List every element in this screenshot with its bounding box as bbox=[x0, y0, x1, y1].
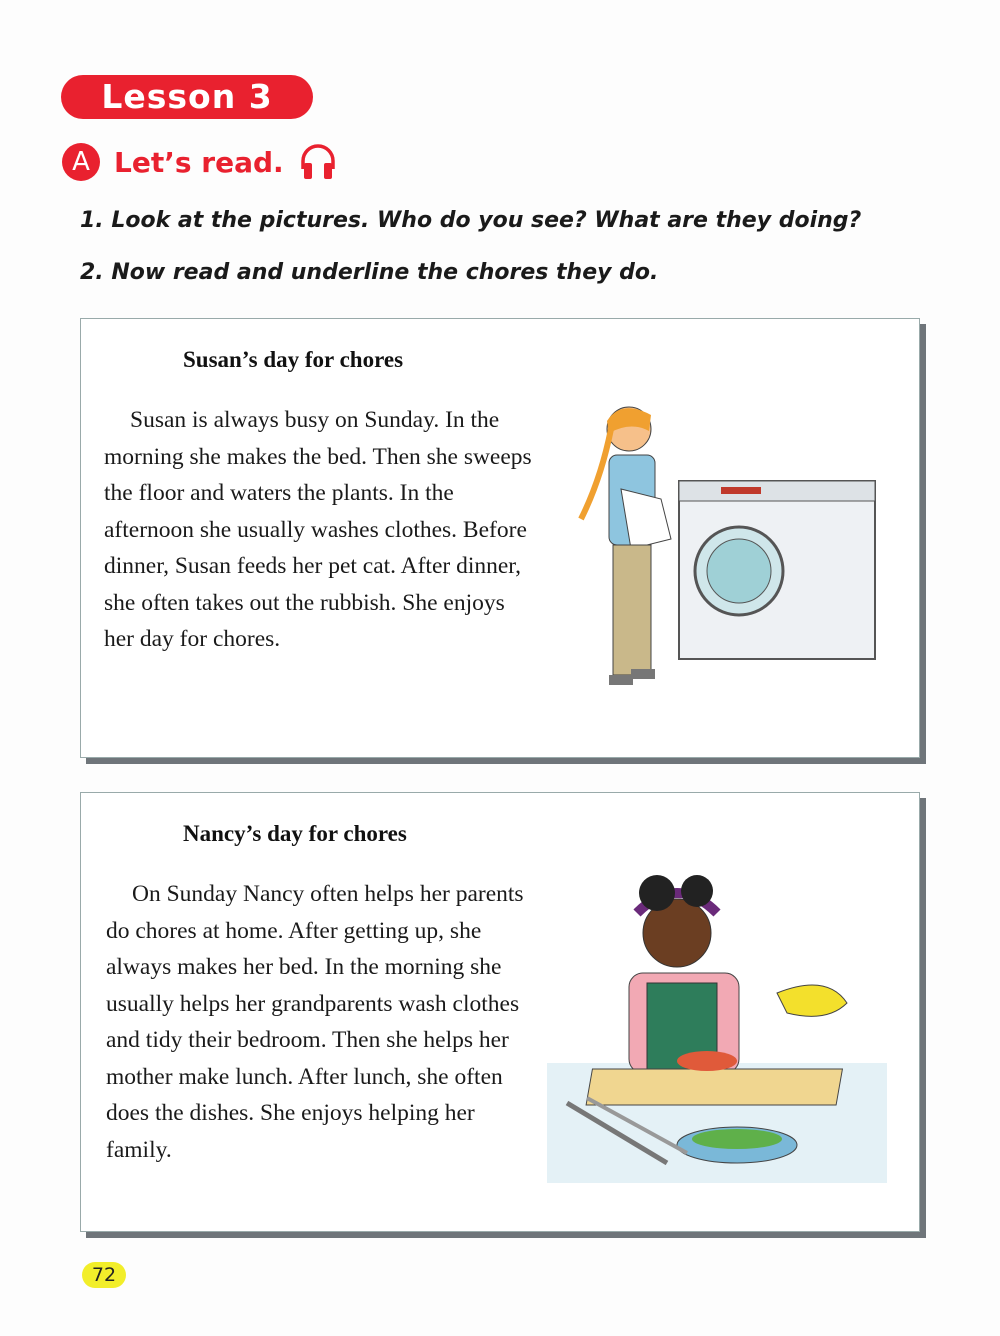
story-card-nancy bbox=[80, 792, 920, 1232]
section-title: Let’s read. bbox=[114, 145, 284, 179]
headphones-icon[interactable] bbox=[298, 143, 338, 181]
girl-making-lunch-illustration bbox=[547, 873, 887, 1183]
page-number: 72 bbox=[82, 1262, 126, 1288]
instruction-1: 1. Look at the pictures. Who do you see? What are they doing? bbox=[80, 208, 862, 233]
instruction-2: 2. Now read and underline the chores they do. bbox=[80, 260, 659, 285]
section-heading bbox=[62, 142, 338, 182]
story-text: On Sunday Nancy often helps her parents do chores at home. After getting up, she always makes her bed. In the morning she usually helps her grandparents wash clothes and tidy their bedroom. Then she helps her mother make lunch. After lunch, she often does the dishes. She enjoys helping her family. bbox=[106, 881, 524, 1163]
story-title: Nancy’s day for chores bbox=[183, 821, 407, 846]
lesson-title: Lesson 3 bbox=[61, 75, 313, 119]
girl-washing-machine-illustration bbox=[561, 399, 881, 699]
story-text: Susan is always busy on Sunday. In the morning she makes the bed. Then she sweeps the floor and waters the plants. In the afternoon she usually washes clothes. Before dinner, Susan feeds her pet cat. After dinner, she often takes out the rubbish. She enjoys her day for chores. bbox=[104, 407, 532, 652]
section-letter: A bbox=[62, 143, 100, 181]
story-title: Susan’s day for chores bbox=[183, 347, 404, 372]
story-card-susan bbox=[80, 318, 920, 758]
